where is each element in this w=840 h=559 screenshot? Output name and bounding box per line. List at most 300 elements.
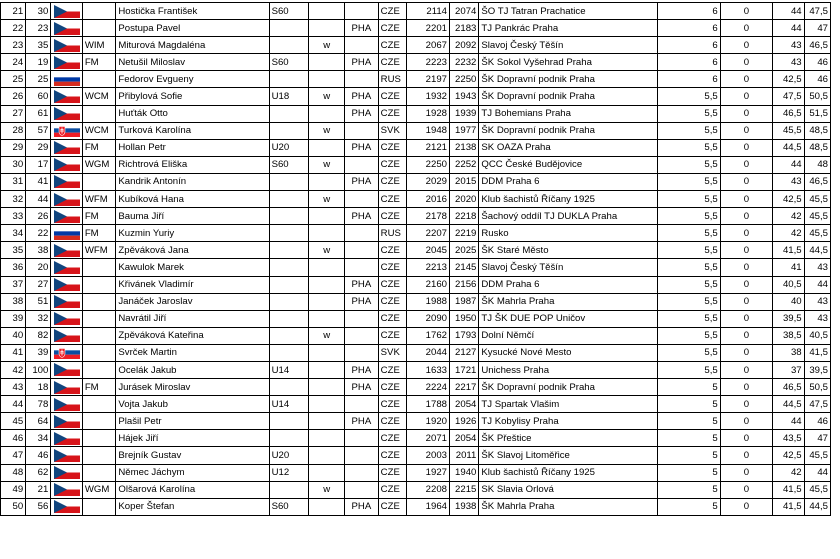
federation-cell: CZE <box>378 379 406 396</box>
wins-cell: 0 <box>720 259 772 276</box>
title-cell <box>82 173 116 190</box>
table-row <box>1 139 831 156</box>
rating-cell: 2067 <box>406 37 449 54</box>
region-cell: PHA <box>345 20 379 37</box>
rating-cell: 2090 <box>406 310 449 327</box>
title-cell: FM <box>82 208 116 225</box>
flag-cell <box>51 156 82 173</box>
buchholz1-cell: 46,5 <box>773 105 804 122</box>
rank-cell: 30 <box>1 156 26 173</box>
points-cell: 5,5 <box>657 242 720 259</box>
federation-cell: CZE <box>378 20 406 37</box>
wins-cell: 0 <box>720 481 772 498</box>
start-number-cell: 32 <box>26 310 51 327</box>
buchholz2-cell: 46,5 <box>804 173 830 190</box>
federation-cell: CZE <box>378 361 406 378</box>
table-row <box>1 481 831 498</box>
flag-cell <box>51 242 82 259</box>
national-rating-cell: 1950 <box>450 310 479 327</box>
player-name-cell: Janáček Jaroslav <box>116 293 269 310</box>
category-cell <box>269 71 309 88</box>
sex-cell <box>309 259 345 276</box>
czech-flag-icon <box>54 39 80 52</box>
rank-cell: 49 <box>1 481 26 498</box>
national-rating-cell: 1939 <box>450 105 479 122</box>
title-cell: WFM <box>82 191 116 208</box>
club-cell: ŠO TJ Tatran Prachatice <box>479 3 657 20</box>
player-name-cell: Kawulok Marek <box>116 259 269 276</box>
rating-cell: 2045 <box>406 242 449 259</box>
club-cell: TJ Spartak Vlašim <box>479 396 657 413</box>
category-cell <box>269 481 309 498</box>
region-cell <box>345 156 379 173</box>
rank-cell: 27 <box>1 105 26 122</box>
flag-cell <box>51 225 82 242</box>
flag-cell <box>51 259 82 276</box>
rating-cell: 2208 <box>406 481 449 498</box>
club-cell: SK OAZA Praha <box>479 139 657 156</box>
national-rating-cell: 2218 <box>450 208 479 225</box>
federation-cell: CZE <box>378 276 406 293</box>
wins-cell: 0 <box>720 20 772 37</box>
buchholz1-cell: 44 <box>773 156 804 173</box>
wins-cell: 0 <box>720 139 772 156</box>
standings-table <box>0 2 831 516</box>
player-name-cell: Fedorov Evgueny <box>116 71 269 88</box>
club-cell: TJ ŠK DUE POP Uničov <box>479 310 657 327</box>
player-name-cell: Hollan Petr <box>116 139 269 156</box>
region-cell <box>345 191 379 208</box>
start-number-cell: 35 <box>26 37 51 54</box>
buchholz1-cell: 42,5 <box>773 191 804 208</box>
rating-cell: 2250 <box>406 156 449 173</box>
buchholz1-cell: 44 <box>773 3 804 20</box>
rank-cell: 35 <box>1 242 26 259</box>
club-cell: ŠK Dopravní podnik Praha <box>479 71 657 88</box>
table-row <box>1 498 831 515</box>
buchholz2-cell: 45,5 <box>804 225 830 242</box>
table-row <box>1 293 831 310</box>
federation-cell: RUS <box>378 71 406 88</box>
flag-cell <box>51 498 82 515</box>
club-cell: SK Slavia Orlová <box>479 481 657 498</box>
start-number-cell: 46 <box>26 447 51 464</box>
national-rating-cell: 1926 <box>450 413 479 430</box>
rank-cell: 22 <box>1 20 26 37</box>
buchholz2-cell: 43 <box>804 259 830 276</box>
title-cell <box>82 344 116 361</box>
player-name-cell: Netušil Miloslav <box>116 54 269 71</box>
czech-flag-icon <box>54 141 80 154</box>
buchholz2-cell: 50,5 <box>804 88 830 105</box>
rating-cell: 1927 <box>406 464 449 481</box>
table-row <box>1 361 831 378</box>
rank-cell: 41 <box>1 344 26 361</box>
rating-cell: 2223 <box>406 54 449 71</box>
table-row <box>1 37 831 54</box>
sex-cell <box>309 71 345 88</box>
rank-cell: 32 <box>1 191 26 208</box>
national-rating-cell: 2025 <box>450 242 479 259</box>
player-name-cell: Zpěváková Kateřina <box>116 327 269 344</box>
region-cell <box>345 327 379 344</box>
czech-flag-icon <box>54 56 80 69</box>
rating-cell: 2121 <box>406 139 449 156</box>
region-cell <box>345 37 379 54</box>
points-cell: 5,5 <box>657 105 720 122</box>
federation-cell: CZE <box>378 242 406 259</box>
title-cell <box>82 310 116 327</box>
flag-cell <box>51 191 82 208</box>
national-rating-cell: 2074 <box>450 3 479 20</box>
flag-cell <box>51 122 82 139</box>
player-name-cell: Zpěváková Jana <box>116 242 269 259</box>
start-number-cell: 34 <box>26 430 51 447</box>
club-cell: ŠK Dopravní podnik Praha <box>479 122 657 139</box>
title-cell: WIM <box>82 37 116 54</box>
flag-cell <box>51 105 82 122</box>
category-cell <box>269 327 309 344</box>
title-cell <box>82 327 116 344</box>
player-name-cell: Navrátil Jiří <box>116 310 269 327</box>
sex-cell <box>309 276 345 293</box>
rating-cell: 1948 <box>406 122 449 139</box>
wins-cell: 0 <box>720 37 772 54</box>
buchholz1-cell: 44 <box>773 20 804 37</box>
sex-cell: w <box>309 88 345 105</box>
rank-cell: 42 <box>1 361 26 378</box>
title-cell <box>82 498 116 515</box>
table-row <box>1 191 831 208</box>
category-cell: U14 <box>269 396 309 413</box>
player-name-cell: Němec Jáchym <box>116 464 269 481</box>
category-cell <box>269 122 309 139</box>
russian-flag-icon <box>54 227 80 240</box>
buchholz2-cell: 51,5 <box>804 105 830 122</box>
title-cell: WFM <box>82 242 116 259</box>
rank-cell: 39 <box>1 310 26 327</box>
standings-table-body <box>1 3 831 516</box>
rank-cell: 24 <box>1 54 26 71</box>
category-cell <box>269 225 309 242</box>
national-rating-cell: 2092 <box>450 37 479 54</box>
title-cell: FM <box>82 379 116 396</box>
rank-cell: 47 <box>1 447 26 464</box>
points-cell: 5 <box>657 396 720 413</box>
sex-cell: w <box>309 242 345 259</box>
buchholz2-cell: 45,5 <box>804 447 830 464</box>
rank-cell: 40 <box>1 327 26 344</box>
title-cell <box>82 276 116 293</box>
player-name-cell: Přibylová Sofie <box>116 88 269 105</box>
wins-cell: 0 <box>720 361 772 378</box>
start-number-cell: 18 <box>26 379 51 396</box>
czech-flag-icon <box>54 415 80 428</box>
region-cell <box>345 242 379 259</box>
title-cell: FM <box>82 54 116 71</box>
category-cell <box>269 191 309 208</box>
czech-flag-icon <box>54 449 80 462</box>
rank-cell: 23 <box>1 37 26 54</box>
player-name-cell: Brejník Gustav <box>116 447 269 464</box>
federation-cell: CZE <box>378 156 406 173</box>
buchholz2-cell: 46 <box>804 71 830 88</box>
flag-cell <box>51 88 82 105</box>
club-cell: TJ Kobylisy Praha <box>479 413 657 430</box>
category-cell: U14 <box>269 361 309 378</box>
category-cell <box>269 37 309 54</box>
czech-flag-icon <box>54 22 80 35</box>
federation-cell: CZE <box>378 310 406 327</box>
club-cell: TJ Pankrác Praha <box>479 20 657 37</box>
federation-cell: CZE <box>378 3 406 20</box>
category-cell <box>269 379 309 396</box>
club-cell: DDM Praha 6 <box>479 173 657 190</box>
czech-flag-icon <box>54 295 80 308</box>
buchholz2-cell: 47,5 <box>804 3 830 20</box>
wins-cell: 0 <box>720 208 772 225</box>
title-cell: FM <box>82 139 116 156</box>
rating-cell: 2044 <box>406 344 449 361</box>
category-cell: U20 <box>269 139 309 156</box>
rank-cell: 25 <box>1 71 26 88</box>
rank-cell: 46 <box>1 430 26 447</box>
category-cell: S60 <box>269 498 309 515</box>
rating-cell: 2201 <box>406 20 449 37</box>
wins-cell: 0 <box>720 173 772 190</box>
club-cell: Dolní Němčí <box>479 327 657 344</box>
region-cell <box>345 430 379 447</box>
points-cell: 5,5 <box>657 259 720 276</box>
rank-cell: 38 <box>1 293 26 310</box>
points-cell: 5,5 <box>657 208 720 225</box>
sex-cell <box>309 344 345 361</box>
title-cell <box>82 430 116 447</box>
flag-cell <box>51 310 82 327</box>
table-row <box>1 54 831 71</box>
player-name-cell: Plašil Petr <box>116 413 269 430</box>
category-cell <box>269 430 309 447</box>
national-rating-cell: 1987 <box>450 293 479 310</box>
wins-cell: 0 <box>720 396 772 413</box>
buchholz1-cell: 42,5 <box>773 447 804 464</box>
rank-cell: 43 <box>1 379 26 396</box>
title-cell: WCM <box>82 122 116 139</box>
buchholz1-cell: 47,5 <box>773 88 804 105</box>
sex-cell: w <box>309 37 345 54</box>
flag-cell <box>51 396 82 413</box>
rating-cell: 2016 <box>406 191 449 208</box>
points-cell: 5,5 <box>657 344 720 361</box>
wins-cell: 0 <box>720 88 772 105</box>
start-number-cell: 19 <box>26 54 51 71</box>
club-cell: ŠK Přeštice <box>479 430 657 447</box>
region-cell <box>345 225 379 242</box>
national-rating-cell: 2250 <box>450 71 479 88</box>
player-name-cell: Ocelák Jakub <box>116 361 269 378</box>
sex-cell <box>309 225 345 242</box>
points-cell: 6 <box>657 37 720 54</box>
start-number-cell: 44 <box>26 191 51 208</box>
wins-cell: 0 <box>720 310 772 327</box>
start-number-cell: 57 <box>26 122 51 139</box>
czech-flag-icon <box>54 381 80 394</box>
sex-cell <box>309 20 345 37</box>
category-cell: U12 <box>269 464 309 481</box>
category-cell <box>269 293 309 310</box>
buchholz2-cell: 48,5 <box>804 122 830 139</box>
buchholz1-cell: 41,5 <box>773 498 804 515</box>
national-rating-cell: 1943 <box>450 88 479 105</box>
buchholz2-cell: 44 <box>804 464 830 481</box>
club-cell: QCC České Budějovice <box>479 156 657 173</box>
national-rating-cell: 1793 <box>450 327 479 344</box>
sex-cell <box>309 379 345 396</box>
region-cell <box>345 122 379 139</box>
club-cell: Slavoj Český Těšín <box>479 259 657 276</box>
federation-cell: CZE <box>378 173 406 190</box>
rating-cell: 1920 <box>406 413 449 430</box>
points-cell: 5 <box>657 464 720 481</box>
wins-cell: 0 <box>720 122 772 139</box>
flag-cell <box>51 139 82 156</box>
club-cell: TJ Bohemians Praha <box>479 105 657 122</box>
start-number-cell: 51 <box>26 293 51 310</box>
player-name-cell: Hostička František <box>116 3 269 20</box>
start-number-cell: 22 <box>26 225 51 242</box>
national-rating-cell: 2156 <box>450 276 479 293</box>
points-cell: 5 <box>657 447 720 464</box>
start-number-cell: 20 <box>26 259 51 276</box>
rating-cell: 2003 <box>406 447 449 464</box>
points-cell: 5,5 <box>657 139 720 156</box>
buchholz1-cell: 44,5 <box>773 139 804 156</box>
buchholz2-cell: 46 <box>804 54 830 71</box>
title-cell <box>82 20 116 37</box>
title-cell <box>82 464 116 481</box>
table-row <box>1 122 831 139</box>
buchholz2-cell: 43 <box>804 293 830 310</box>
region-cell <box>345 344 379 361</box>
table-row <box>1 71 831 88</box>
region-cell <box>345 3 379 20</box>
title-cell: WCM <box>82 88 116 105</box>
federation-cell: RUS <box>378 225 406 242</box>
buchholz1-cell: 38 <box>773 344 804 361</box>
table-row <box>1 20 831 37</box>
czech-flag-icon <box>54 175 80 188</box>
title-cell <box>82 3 116 20</box>
wins-cell: 0 <box>720 447 772 464</box>
table-row <box>1 3 831 20</box>
flag-cell <box>51 3 82 20</box>
sex-cell: w <box>309 191 345 208</box>
rating-cell: 2207 <box>406 225 449 242</box>
title-cell <box>82 361 116 378</box>
flag-cell <box>51 447 82 464</box>
national-rating-cell: 1977 <box>450 122 479 139</box>
table-row <box>1 430 831 447</box>
buchholz1-cell: 37 <box>773 361 804 378</box>
region-cell <box>345 481 379 498</box>
start-number-cell: 78 <box>26 396 51 413</box>
table-row <box>1 276 831 293</box>
wins-cell: 0 <box>720 327 772 344</box>
category-cell: S60 <box>269 156 309 173</box>
federation-cell: CZE <box>378 105 406 122</box>
flag-cell <box>51 276 82 293</box>
buchholz1-cell: 44 <box>773 413 804 430</box>
club-cell: ŠK Dopravní podnik Praha <box>479 379 657 396</box>
czech-flag-icon <box>54 210 80 223</box>
table-row <box>1 396 831 413</box>
region-cell <box>345 447 379 464</box>
player-name-cell: Miturová Magdaléna <box>116 37 269 54</box>
club-cell: ŠK Staré Město <box>479 242 657 259</box>
rank-cell: 33 <box>1 208 26 225</box>
rating-cell: 2213 <box>406 259 449 276</box>
federation-cell: CZE <box>378 208 406 225</box>
federation-cell: CZE <box>378 447 406 464</box>
national-rating-cell: 2015 <box>450 173 479 190</box>
region-cell: PHA <box>345 361 379 378</box>
title-cell <box>82 293 116 310</box>
wins-cell: 0 <box>720 293 772 310</box>
standings-table-container <box>0 2 831 516</box>
national-rating-cell: 2145 <box>450 259 479 276</box>
points-cell: 6 <box>657 54 720 71</box>
player-name-cell: Kandrik Antonín <box>116 173 269 190</box>
start-number-cell: 56 <box>26 498 51 515</box>
points-cell: 5 <box>657 430 720 447</box>
national-rating-cell: 1721 <box>450 361 479 378</box>
points-cell: 5,5 <box>657 88 720 105</box>
player-name-cell: Koper Štefan <box>116 498 269 515</box>
buchholz1-cell: 39,5 <box>773 310 804 327</box>
sex-cell <box>309 293 345 310</box>
czech-flag-icon <box>54 363 80 376</box>
club-cell: Klub šachistů Říčany 1925 <box>479 464 657 481</box>
slovak-flag-icon <box>54 124 80 137</box>
sex-cell <box>309 105 345 122</box>
region-cell <box>345 259 379 276</box>
title-cell <box>82 71 116 88</box>
title-cell <box>82 413 116 430</box>
category-cell: S60 <box>269 54 309 71</box>
start-number-cell: 39 <box>26 344 51 361</box>
start-number-cell: 21 <box>26 481 51 498</box>
points-cell: 6 <box>657 20 720 37</box>
points-cell: 5 <box>657 481 720 498</box>
wins-cell: 0 <box>720 464 772 481</box>
buchholz1-cell: 40 <box>773 293 804 310</box>
table-row <box>1 156 831 173</box>
table-row <box>1 464 831 481</box>
title-cell: FM <box>82 225 116 242</box>
rating-cell: 1988 <box>406 293 449 310</box>
buchholz1-cell: 43,5 <box>773 430 804 447</box>
club-cell: ŠK Mahrla Praha <box>479 293 657 310</box>
flag-cell <box>51 361 82 378</box>
flag-cell <box>51 327 82 344</box>
national-rating-cell: 2127 <box>450 344 479 361</box>
rank-cell: 44 <box>1 396 26 413</box>
points-cell: 5 <box>657 379 720 396</box>
sex-cell <box>309 464 345 481</box>
czech-flag-icon <box>54 312 80 325</box>
buchholz1-cell: 41,5 <box>773 481 804 498</box>
player-name-cell: Křivánek Vladimír <box>116 276 269 293</box>
